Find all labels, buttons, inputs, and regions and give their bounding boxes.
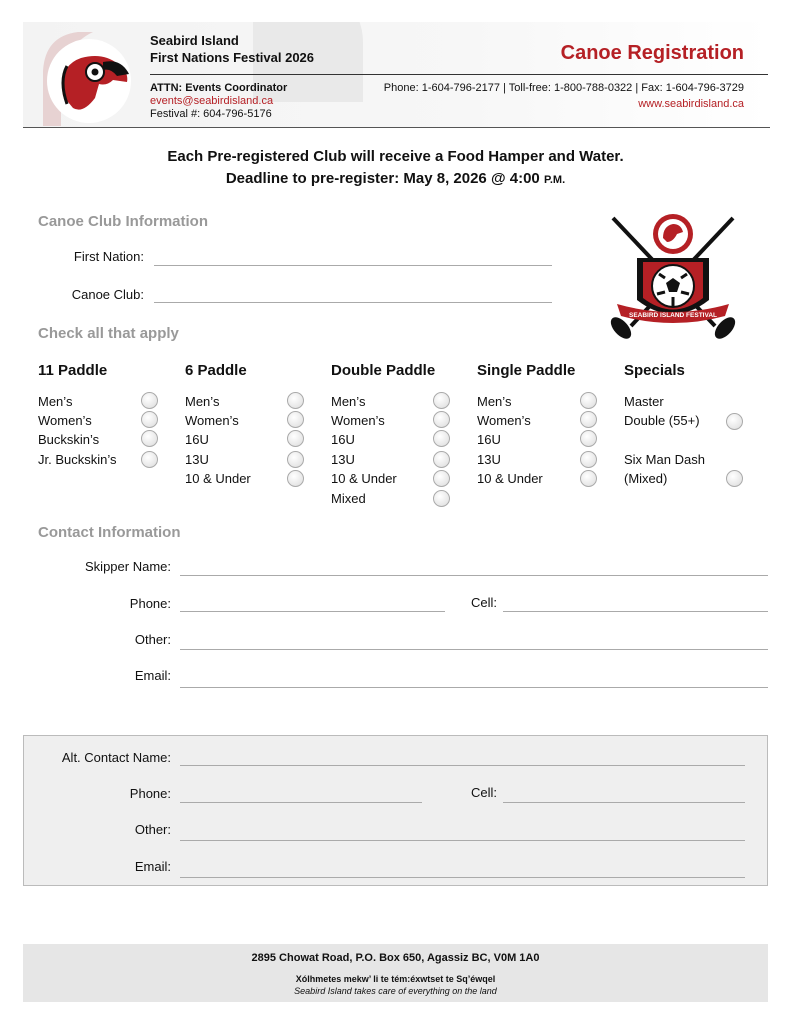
coordinator-contact bbox=[150, 82, 287, 121]
skipper-name-field[interactable] bbox=[180, 575, 768, 576]
org-name-line1: Seabird Island bbox=[150, 33, 239, 48]
footer-translation: Seabird Island takes care of everything on the land bbox=[294, 986, 497, 996]
option-label: 16U bbox=[477, 432, 501, 447]
alt-other-label: Other: bbox=[134, 822, 171, 837]
option-label: Women’s bbox=[185, 413, 239, 428]
option-label: Men’s bbox=[477, 394, 512, 409]
festival-crest-icon bbox=[607, 208, 739, 340]
option-label: 13U bbox=[331, 452, 355, 467]
cell-field[interactable] bbox=[503, 611, 768, 612]
first-nation-label: First Nation: bbox=[73, 249, 144, 264]
option-label: Buckskin’s bbox=[38, 432, 100, 447]
option-radio[interactable] bbox=[726, 413, 743, 430]
attn-line: ATTN: Events Coordinator bbox=[150, 82, 288, 94]
column-heading: Specials bbox=[624, 362, 685, 379]
option-radio[interactable] bbox=[433, 411, 450, 428]
email-label: Email: bbox=[134, 668, 171, 683]
option-label: Mixed bbox=[331, 491, 366, 506]
option-radio[interactable] bbox=[726, 470, 743, 487]
option-label: Six Man Dash bbox=[624, 452, 705, 467]
option-label: Men’s bbox=[185, 394, 220, 409]
option-label: Men’s bbox=[38, 394, 73, 409]
notice-line1: Each Pre-registered Club will receive a Food Hamper and Water. bbox=[167, 148, 624, 165]
option-radio[interactable] bbox=[287, 470, 304, 487]
website-link[interactable]: www.seabirdisland.ca bbox=[638, 98, 744, 110]
phone-label: Phone: bbox=[129, 596, 171, 611]
other-field[interactable] bbox=[180, 649, 768, 650]
option-label: 10 & Under bbox=[331, 471, 397, 486]
alt-phone-label: Phone: bbox=[129, 786, 171, 801]
option-radio[interactable] bbox=[287, 430, 304, 447]
option-label: 16U bbox=[331, 432, 355, 447]
contact-info-title: Contact Information bbox=[38, 524, 181, 541]
alt-phone-field[interactable] bbox=[180, 802, 422, 803]
option-label: Women’s bbox=[38, 413, 92, 428]
column-heading: 11 Paddle bbox=[38, 362, 108, 379]
column-heading: Single Paddle bbox=[477, 362, 576, 379]
other-label: Other: bbox=[134, 632, 171, 647]
letterhead bbox=[23, 22, 770, 128]
email-field[interactable] bbox=[180, 687, 768, 688]
option-radio[interactable] bbox=[141, 430, 158, 447]
deadline-text: Deadline to pre-register: May 8, 2026 @ 4:00 bbox=[225, 170, 544, 187]
option-label: Women’s bbox=[477, 413, 531, 428]
canoe-club-field[interactable] bbox=[154, 302, 552, 303]
option-radio[interactable] bbox=[433, 451, 450, 468]
skipper-name-label: Skipper Name: bbox=[85, 559, 171, 574]
option-radio[interactable] bbox=[433, 392, 450, 409]
option-label: Men’s bbox=[331, 394, 366, 409]
footer-address: 2895 Chowat Road, P.O. Box 650, Agassiz BC, V0M 1A0 bbox=[251, 952, 540, 964]
alt-email-label: Email: bbox=[134, 859, 171, 874]
first-nation-field[interactable] bbox=[154, 265, 552, 266]
option-radio[interactable] bbox=[141, 451, 158, 468]
column-heading: Double Paddle bbox=[331, 362, 436, 379]
alt-cell-label: Cell: bbox=[470, 785, 497, 800]
option-radio[interactable] bbox=[433, 430, 450, 447]
alt-contact-name-field[interactable] bbox=[180, 765, 745, 766]
seabird-logo-icon bbox=[33, 26, 143, 126]
organization-name bbox=[150, 32, 314, 66]
option-radio[interactable] bbox=[580, 470, 597, 487]
option-radio[interactable] bbox=[433, 470, 450, 487]
option-label: 16U bbox=[185, 432, 209, 447]
notice-deadline bbox=[0, 170, 791, 187]
cell-label: Cell: bbox=[470, 595, 497, 610]
festival-phone: Festival #: 604-796-5176 bbox=[150, 108, 272, 120]
option-radio[interactable] bbox=[580, 451, 597, 468]
header-divider bbox=[150, 74, 768, 75]
option-label: Jr. Buckskin’s bbox=[38, 452, 117, 467]
phone-numbers: Phone: 1-604-796-2177 | Toll-free: 1-800-788-0322 | Fax: 1-604-796-3729 bbox=[383, 82, 744, 94]
option-label: 10 & Under bbox=[477, 471, 543, 486]
footer bbox=[23, 944, 768, 1002]
option-radio[interactable] bbox=[287, 411, 304, 428]
option-label: (Mixed) bbox=[624, 471, 668, 486]
option-label: Master bbox=[624, 394, 664, 409]
option-label: Double (55+) bbox=[624, 413, 700, 428]
option-radio[interactable] bbox=[287, 392, 304, 409]
option-radio[interactable] bbox=[580, 430, 597, 447]
alt-email-field[interactable] bbox=[180, 877, 745, 878]
alt-cell-field[interactable] bbox=[503, 802, 745, 803]
check-all-title: Check all that apply bbox=[38, 325, 179, 342]
option-radio[interactable] bbox=[433, 490, 450, 507]
alt-contact-name-label: Alt. Contact Name: bbox=[61, 750, 171, 765]
option-label: Women’s bbox=[331, 413, 385, 428]
column-heading: 6 Paddle bbox=[185, 362, 247, 379]
option-radio[interactable] bbox=[580, 392, 597, 409]
option-radio[interactable] bbox=[580, 411, 597, 428]
option-label: 10 & Under bbox=[185, 471, 251, 486]
option-label: 13U bbox=[477, 452, 501, 467]
alt-other-field[interactable] bbox=[180, 840, 745, 841]
footer-motto: Xólhmetes mekw’ li te tém:éxwtset te Sq’éwqel bbox=[295, 974, 496, 984]
form-title: Canoe Registration bbox=[560, 42, 744, 64]
crest-banner-text: SEABIRD ISLAND FESTIVAL bbox=[629, 312, 717, 319]
canoe-club-label: Canoe Club: bbox=[71, 287, 144, 302]
deadline-pm: P.M. bbox=[543, 174, 566, 186]
coordinator-email[interactable]: events@seabirdisland.ca bbox=[150, 95, 274, 107]
club-info-title: Canoe Club Information bbox=[38, 213, 208, 230]
phone-field[interactable] bbox=[180, 611, 445, 612]
option-radio[interactable] bbox=[141, 392, 158, 409]
option-radio[interactable] bbox=[287, 451, 304, 468]
option-radio[interactable] bbox=[141, 411, 158, 428]
option-label: 13U bbox=[185, 452, 209, 467]
org-name-line2: First Nations Festival 2026 bbox=[150, 50, 315, 65]
